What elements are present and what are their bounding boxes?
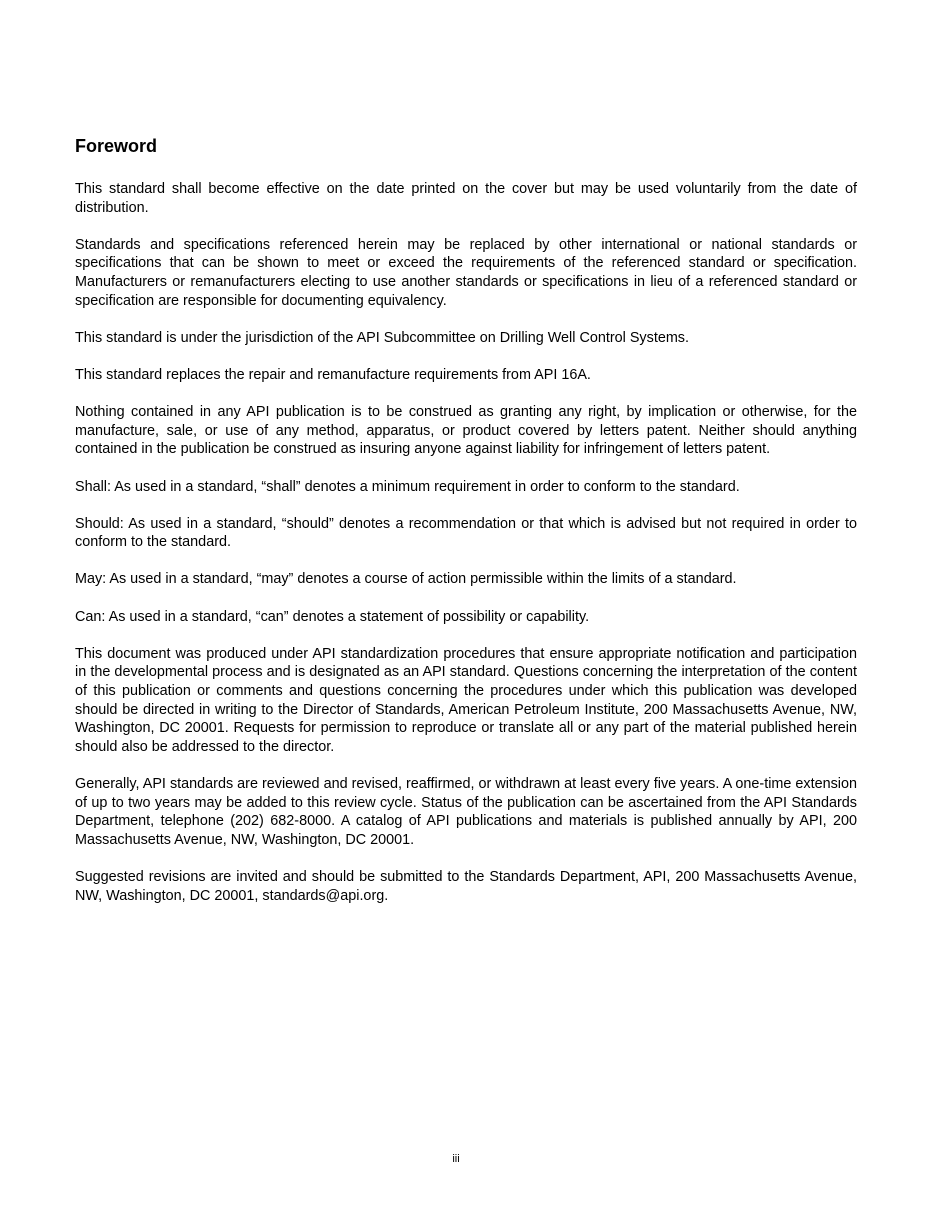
- paragraph-letters-patent: Nothing contained in any API publication is to be construed as granting any right, by implication or otherwise, for the manufacture, sale, or use of any method, apparatus, or product covered by letters patent. Neither should anything contained in the publication be construed as insuring anyone against liability for infringement of letters patent.: [75, 404, 857, 458]
- paragraph-jurisdiction: This standard is under the jurisdiction of the API Subcommittee on Drilling Well Control Systems.: [75, 329, 690, 346]
- paragraph-should-definition: Should: As used in a standard, “should” denotes a recommendation or that which is advised but not required in order to conform to the standard.: [75, 515, 857, 551]
- foreword-page: [75, 135, 857, 924]
- paragraph-standardization-procedures: This document was produced under API standardization procedures that ensure appropriate notification and participation in the developmental process and is designated as an API standard. Questions concerning the interpretation of the content of this publication or comments and questions concerning the procedures under which this publication was developed should be directed in writing to the Director of Standards, American Petroleum Institute, 200 Massachusetts Avenue, NW, Washington, DC 20001. Requests for permission to reproduce or translate all or any part of the material published herein should also be addressed to the director.: [75, 645, 857, 755]
- paragraph-may-definition: May: As used in a standard, “may” denotes a course of action permissible within the limits of a standard.: [75, 571, 737, 588]
- paragraph-can-definition: Can: As used in a standard, “can” denotes a statement of possibility or capability.: [75, 608, 590, 625]
- paragraph-review-cycle: Generally, API standards are reviewed and revised, reaffirmed, or withdrawn at least every five years. A one-time extension of up to two years may be added to this review cycle. Status of the publication can be ascertained from the API Standards Department, telephone (202) 682-8000. A catalog of API publications and materials is published annually by API, 200 Massachusetts Avenue, NW, Washington, DC 20001.: [75, 776, 857, 848]
- paragraph-replaces: This standard replaces the repair and remanufacture requirements from API 16A.: [75, 366, 591, 383]
- page-title: Foreword: [75, 136, 158, 156]
- paragraph-referenced-standards: Standards and specifications referenced herein may be replaced by other international or national standards or specifications that can be shown to meet or exceed the requirements of the referenced standard or specification. Manufacturers or remanufacturers electing to use another standards or specifications in lieu of a referenced standard or specification are responsible for documenting equivalency.: [75, 236, 857, 309]
- paragraph-shall-definition: Shall: As used in a standard, “shall” denotes a minimum requirement in order to conform to the standard.: [75, 478, 740, 495]
- page-number: iii: [452, 1153, 460, 1165]
- paragraph-effective-date: This standard shall become effective on the date printed on the cover but may be used voluntarily from the date of distribution.: [75, 181, 857, 216]
- paragraph-suggested-revisions: Suggested revisions are invited and should be submitted to the Standards Department, API, 200 Massachusetts Avenue, NW, Washington, DC 20001, standards@api.org.: [75, 868, 857, 904]
